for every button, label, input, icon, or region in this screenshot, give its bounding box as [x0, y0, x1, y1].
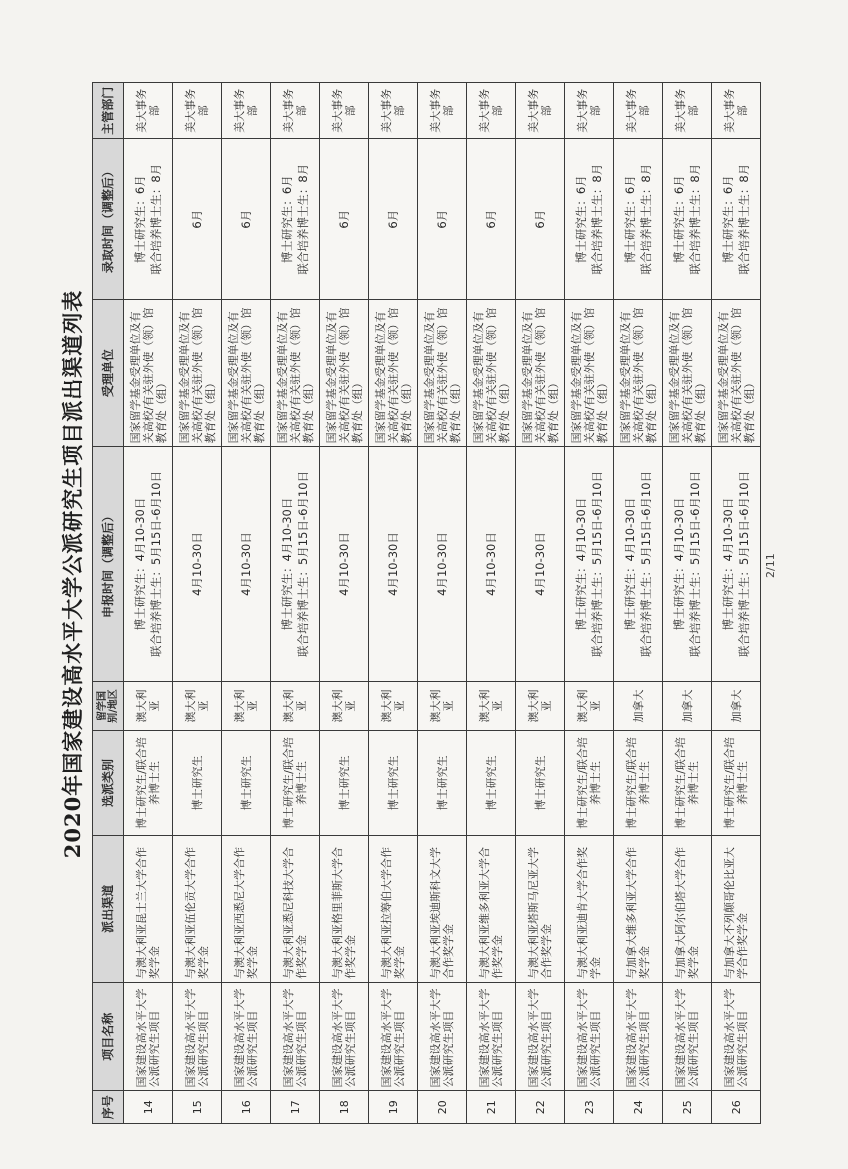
cell-apply-time	[271, 447, 320, 681]
cell-admit-time	[614, 139, 663, 299]
table-row	[320, 83, 369, 1124]
cell-admit-time-line: 6月	[533, 209, 547, 229]
cell-unit: 国家留学基金受理单位及有关高校/有关驻外使（领）馆教育处（组）	[271, 299, 320, 446]
cell-admit-time	[418, 139, 467, 299]
cell-apply-time-line: 4月10-30日	[239, 532, 253, 596]
cell-admit-time-line: 联合培养博士生：8月	[590, 163, 604, 275]
cell-country: 澳大利亚	[271, 681, 320, 731]
cell-apply-time-line: 联合培养博士生：5月15日-6月10日	[639, 470, 653, 658]
cell-channel: 与加拿大阿尔伯塔大学合作奖学金	[663, 835, 712, 982]
cell-project: 国家建设高水平大学公派研究生项目	[124, 983, 173, 1091]
cell-channel: 与澳大利亚西悉尼大学合作奖学金	[222, 835, 271, 982]
cell-country: 澳大利亚	[320, 681, 369, 731]
cell-project: 国家建设高水平大学公派研究生项目	[712, 983, 761, 1091]
cell-unit: 国家留学基金受理单位及有关高校/有关驻外使（领）馆教育处（组）	[565, 299, 614, 446]
cell-apply-time	[663, 447, 712, 681]
cell-apply-time	[516, 447, 565, 681]
cell-admit-time-line: 联合培养博士生：8月	[737, 163, 751, 275]
cell-project: 国家建设高水平大学公派研究生项目	[516, 983, 565, 1091]
cell-seq: 22	[516, 1091, 565, 1124]
cell-channel: 与澳大利亚伍伦贡大学合作奖学金	[173, 835, 222, 982]
cell-channel: 与加拿大维多利亚大学合作奖学金	[614, 835, 663, 982]
cell-apply-time	[467, 447, 516, 681]
cell-unit: 国家留学基金受理单位及有关高校/有关驻外使（领）馆教育处（组）	[467, 299, 516, 446]
cell-unit: 国家留学基金受理单位及有关高校/有关驻外使（领）馆教育处（组）	[712, 299, 761, 446]
cell-category: 博士研究生/联合培养博士生	[565, 731, 614, 835]
cell-dept: 美大事务部	[467, 83, 516, 139]
table-row	[124, 83, 173, 1124]
cell-apply-time	[369, 447, 418, 681]
cell-channel: 与澳大利亚埃迪斯科文大学合作奖学金	[418, 835, 467, 982]
cell-seq: 19	[369, 1091, 418, 1124]
cell-seq: 15	[173, 1091, 222, 1124]
cell-country: 澳大利亚	[173, 681, 222, 731]
cell-apply-time-line: 博士研究生：4月10-30日	[623, 497, 637, 631]
cell-project: 国家建设高水平大学公派研究生项目	[369, 983, 418, 1091]
cell-apply-time-line: 联合培养博士生：5月15日-6月10日	[688, 470, 702, 658]
cell-unit: 国家留学基金受理单位及有关高校/有关驻外使（领）馆教育处（组）	[614, 299, 663, 446]
header-admit-time: 录取时间（调整后）	[93, 139, 124, 299]
cell-channel: 与澳大利亚迪肯大学合作奖学金	[565, 835, 614, 982]
cell-project: 国家建设高水平大学公派研究生项目	[418, 983, 467, 1091]
cell-channel: 与澳大利亚塔斯马尼亚大学合作奖学金	[516, 835, 565, 982]
cell-unit: 国家留学基金受理单位及有关高校/有关驻外使（领）馆教育处（组）	[516, 299, 565, 446]
cell-seq: 17	[271, 1091, 320, 1124]
cell-project: 国家建设高水平大学公派研究生项目	[222, 983, 271, 1091]
cell-apply-time	[222, 447, 271, 681]
cell-dept: 美大事务部	[565, 83, 614, 139]
cell-category: 博士研究生	[369, 731, 418, 835]
cell-apply-time	[565, 447, 614, 681]
cell-dept: 美大事务部	[516, 83, 565, 139]
cell-admit-time-line: 联合培养博士生：8月	[296, 163, 310, 275]
cell-seq: 14	[124, 1091, 173, 1124]
cell-seq: 25	[663, 1091, 712, 1124]
cell-apply-time	[418, 447, 467, 681]
cell-admit-time	[516, 139, 565, 299]
header-apply-time: 申报时间（调整后）	[93, 447, 124, 681]
cell-category: 博士研究生	[173, 731, 222, 835]
cell-dept: 美大事务部	[614, 83, 663, 139]
cell-unit: 国家留学基金受理单位及有关高校/有关驻外使（领）馆教育处（组）	[320, 299, 369, 446]
cell-admit-time-line: 博士研究生：6月	[623, 175, 637, 264]
header-country: 留学国别/地区	[93, 681, 124, 731]
cell-admit-time-line: 博士研究生：6月	[721, 175, 735, 264]
document-title: 2020年国家建设高水平大学公派研究生项目派出渠道列表	[60, 289, 85, 859]
cell-category: 博士研究生/联合培养博士生	[614, 731, 663, 835]
table-row	[467, 83, 516, 1124]
header-channel: 派出渠道	[93, 835, 124, 982]
cell-category: 博士研究生	[516, 731, 565, 835]
header-dept: 主管部门	[93, 83, 124, 139]
cell-country: 加拿大	[614, 681, 663, 731]
cell-apply-time-line: 博士研究生：4月10-30日	[721, 497, 735, 631]
cell-admit-time	[663, 139, 712, 299]
cell-apply-time-line: 4月10-30日	[484, 532, 498, 596]
header-project: 项目名称	[93, 983, 124, 1091]
cell-seq: 24	[614, 1091, 663, 1124]
table-row	[271, 83, 320, 1124]
cell-apply-time	[124, 447, 173, 681]
cell-seq: 18	[320, 1091, 369, 1124]
cell-apply-time-line: 联合培养博士生：5月15日-6月10日	[737, 470, 751, 658]
cell-apply-time-line: 4月10-30日	[337, 532, 351, 596]
cell-category: 博士研究生/联合培养博士生	[712, 731, 761, 835]
cell-apply-time-line: 联合培养博士生：5月15日-6月10日	[590, 470, 604, 658]
cell-country: 澳大利亚	[369, 681, 418, 731]
cell-apply-time-line: 4月10-30日	[435, 532, 449, 596]
cell-project: 国家建设高水平大学公派研究生项目	[614, 983, 663, 1091]
cell-project: 国家建设高水平大学公派研究生项目	[271, 983, 320, 1091]
cell-admit-time	[712, 139, 761, 299]
header-seq: 序号	[93, 1091, 124, 1124]
cell-category: 博士研究生/联合培养博士生	[124, 731, 173, 835]
cell-admit-time-line: 6月	[190, 209, 204, 229]
cell-unit: 国家留学基金受理单位及有关高校/有关驻外使（领）馆教育处（组）	[369, 299, 418, 446]
cell-country: 澳大利亚	[418, 681, 467, 731]
cell-category: 博士研究生	[320, 731, 369, 835]
cell-admit-time-line: 博士研究生：6月	[280, 175, 294, 264]
header-category: 选派类别	[93, 731, 124, 835]
cell-country: 加拿大	[712, 681, 761, 731]
cell-admit-time	[173, 139, 222, 299]
cell-country: 澳大利亚	[516, 681, 565, 731]
cell-admit-time	[124, 139, 173, 299]
cell-apply-time-line: 4月10-30日	[533, 532, 547, 596]
cell-seq: 23	[565, 1091, 614, 1124]
cell-admit-time-line: 联合培养博士生：8月	[639, 163, 653, 275]
cell-admit-time	[320, 139, 369, 299]
cell-admit-time	[271, 139, 320, 299]
cell-dept: 美大事务部	[663, 83, 712, 139]
cell-dept: 美大事务部	[173, 83, 222, 139]
cell-unit: 国家留学基金受理单位及有关高校/有关驻外使（领）馆教育处（组）	[124, 299, 173, 446]
cell-apply-time-line: 联合培养博士生：5月15日-6月10日	[149, 470, 163, 658]
cell-channel: 与澳大利亚维多利亚大学合作奖学金	[467, 835, 516, 982]
cell-category: 博士研究生/联合培养博士生	[663, 731, 712, 835]
cell-apply-time	[320, 447, 369, 681]
page-number: 2/11	[764, 553, 777, 578]
table-row	[663, 83, 712, 1124]
table-row	[516, 83, 565, 1124]
table-row	[369, 83, 418, 1124]
cell-country: 澳大利亚	[467, 681, 516, 731]
cell-dept: 美大事务部	[271, 83, 320, 139]
channel-table	[92, 82, 761, 1124]
cell-admit-time	[222, 139, 271, 299]
cell-country: 澳大利亚	[124, 681, 173, 731]
cell-admit-time	[369, 139, 418, 299]
cell-unit: 国家留学基金受理单位及有关高校/有关驻外使（领）馆教育处（组）	[222, 299, 271, 446]
cell-channel: 与澳大利亚拉筹伯大学合作奖学金	[369, 835, 418, 982]
cell-seq: 16	[222, 1091, 271, 1124]
table-row	[712, 83, 761, 1124]
cell-channel: 与澳大利亚格里菲斯大学合作奖学金	[320, 835, 369, 982]
cell-unit: 国家留学基金受理单位及有关高校/有关驻外使（领）馆教育处（组）	[663, 299, 712, 446]
cell-apply-time-line: 联合培养博士生：5月15日-6月10日	[296, 470, 310, 658]
table-row	[222, 83, 271, 1124]
cell-apply-time-line: 博士研究生：4月10-30日	[574, 497, 588, 631]
cell-admit-time-line: 联合培养博士生：8月	[688, 163, 702, 275]
cell-admit-time	[565, 139, 614, 299]
cell-dept: 美大事务部	[418, 83, 467, 139]
cell-project: 国家建设高水平大学公派研究生项目	[663, 983, 712, 1091]
cell-admit-time-line: 6月	[435, 209, 449, 229]
cell-project: 国家建设高水平大学公派研究生项目	[565, 983, 614, 1091]
table-row	[565, 83, 614, 1124]
cell-seq: 26	[712, 1091, 761, 1124]
cell-admit-time-line: 6月	[484, 209, 498, 229]
cell-project: 国家建设高水平大学公派研究生项目	[173, 983, 222, 1091]
cell-apply-time	[614, 447, 663, 681]
cell-admit-time-line: 6月	[337, 209, 351, 229]
header-unit: 受理单位	[93, 299, 124, 446]
cell-project: 国家建设高水平大学公派研究生项目	[467, 983, 516, 1091]
table-row	[173, 83, 222, 1124]
cell-channel: 与澳大利亚悉尼科技大学合作奖学金	[271, 835, 320, 982]
cell-seq: 21	[467, 1091, 516, 1124]
cell-admit-time-line: 博士研究生：6月	[574, 175, 588, 264]
cell-apply-time-line: 4月10-30日	[386, 532, 400, 596]
cell-admit-time	[467, 139, 516, 299]
cell-admit-time-line: 6月	[386, 209, 400, 229]
cell-dept: 美大事务部	[124, 83, 173, 139]
cell-admit-time-line: 联合培养博士生：8月	[149, 163, 163, 275]
rotated-content	[54, 24, 794, 1124]
cell-category: 博士研究生	[418, 731, 467, 835]
cell-apply-time	[173, 447, 222, 681]
cell-apply-time-line: 博士研究生：4月10-30日	[133, 497, 147, 631]
cell-country: 加拿大	[663, 681, 712, 731]
cell-seq: 20	[418, 1091, 467, 1124]
cell-channel: 与澳大利亚昆士兰大学合作奖学金	[124, 835, 173, 982]
cell-admit-time-line: 博士研究生：6月	[133, 175, 147, 264]
cell-country: 澳大利亚	[222, 681, 271, 731]
cell-category: 博士研究生	[222, 731, 271, 835]
cell-category: 博士研究生	[467, 731, 516, 835]
cell-dept: 美大事务部	[320, 83, 369, 139]
table-body	[124, 83, 761, 1124]
cell-apply-time-line: 4月10-30日	[190, 532, 204, 596]
cell-dept: 美大事务部	[369, 83, 418, 139]
table-row	[614, 83, 663, 1124]
cell-country: 澳大利亚	[565, 681, 614, 731]
cell-unit: 国家留学基金受理单位及有关高校/有关驻外使（领）馆教育处（组）	[173, 299, 222, 446]
cell-admit-time-line: 博士研究生：6月	[672, 175, 686, 264]
cell-channel: 与加拿大不列颠哥伦比亚大学合作奖学金	[712, 835, 761, 982]
cell-apply-time-line: 博士研究生：4月10-30日	[672, 497, 686, 631]
cell-dept: 美大事务部	[712, 83, 761, 139]
cell-apply-time-line: 博士研究生：4月10-30日	[280, 497, 294, 631]
cell-admit-time-line: 6月	[239, 209, 253, 229]
cell-apply-time	[712, 447, 761, 681]
cell-dept: 美大事务部	[222, 83, 271, 139]
table-row	[418, 83, 467, 1124]
cell-category: 博士研究生/联合培养博士生	[271, 731, 320, 835]
cell-unit: 国家留学基金受理单位及有关高校/有关驻外使（领）馆教育处（组）	[418, 299, 467, 446]
cell-project: 国家建设高水平大学公派研究生项目	[320, 983, 369, 1091]
table-header-row	[93, 83, 124, 1124]
